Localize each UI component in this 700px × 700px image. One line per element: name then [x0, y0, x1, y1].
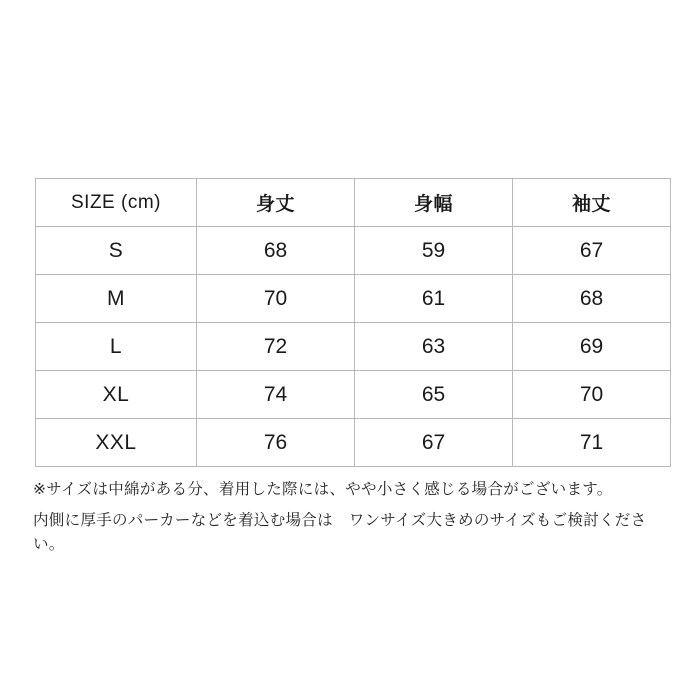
size-table-container	[35, 178, 665, 467]
cell-sleeve: 68	[513, 275, 671, 323]
cell-length: 76	[197, 419, 355, 467]
cell-sleeve: 71	[513, 419, 671, 467]
cell-size: L	[36, 323, 197, 371]
table-row	[36, 419, 671, 467]
cell-size: S	[36, 227, 197, 275]
note-line-1: ※サイズは中綿がある分、着用した際には、やや小さく感じる場合がございます。	[33, 480, 613, 498]
table-row	[36, 227, 671, 275]
cell-length: 72	[197, 323, 355, 371]
table-header-size: SIZE (cm)	[36, 179, 197, 227]
cell-length: 70	[197, 275, 355, 323]
table-header-row	[36, 179, 671, 227]
cell-sleeve: 70	[513, 371, 671, 419]
cell-width: 67	[355, 419, 513, 467]
cell-width: 63	[355, 323, 513, 371]
size-table	[35, 178, 671, 467]
table-header-sleeve: 袖丈	[513, 179, 671, 227]
table-row	[36, 275, 671, 323]
cell-sleeve: 69	[513, 323, 671, 371]
table-row	[36, 371, 671, 419]
cell-width: 61	[355, 275, 513, 323]
cell-width: 59	[355, 227, 513, 275]
cell-length: 74	[197, 371, 355, 419]
table-header-width: 身幅	[355, 179, 513, 227]
table-row	[36, 323, 671, 371]
cell-size: M	[36, 275, 197, 323]
table-header-length: 身丈	[197, 179, 355, 227]
cell-size: XL	[36, 371, 197, 419]
cell-length: 68	[197, 227, 355, 275]
note-line-2: 内側に厚手のパーカーなどを着込む場合は ワンサイズ大きめのサイズもご検討ください。	[33, 511, 647, 554]
cell-width: 65	[355, 371, 513, 419]
cell-size: XXL	[36, 419, 197, 467]
notes-section	[33, 477, 673, 563]
cell-sleeve: 67	[513, 227, 671, 275]
